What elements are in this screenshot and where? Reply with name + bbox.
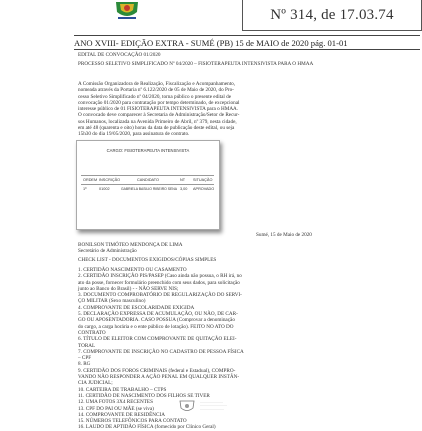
checklist-item: TORAL xyxy=(78,342,96,349)
checklist-item: do cargo, a carga horária e o ente público de lotação). FEITO NO ATO DO xyxy=(78,323,234,330)
checklist-item: 15. NÚMEROS TELEFÔNICOS PARA CONTATO xyxy=(78,418,187,425)
table-header: INSCRIÇÃO xyxy=(99,178,121,182)
table-header: CANDIDATO xyxy=(137,178,160,182)
checklist-item: 2. CERTIDÃO INSCRIÇÃO PIS/PASEP (Caso ainda não possua, o RH irá, no xyxy=(78,273,242,280)
signature-block xyxy=(78,242,416,255)
checklist-item: CIA JUDICIAL; xyxy=(78,380,113,387)
checklist-item: 12. UMA FOTOS 3X4 RECENTES xyxy=(78,399,153,406)
table-divider xyxy=(81,175,214,176)
municipal-logo-icon xyxy=(112,0,142,22)
table-cell: 1º xyxy=(83,187,87,191)
edital-ref: EDITAL DE CONVOCAÇÃO 01/2020 xyxy=(78,52,161,58)
signature-name: BONILSON TIMÓTEO MENDONÇA DE LIMA xyxy=(78,242,183,248)
law-number: Nº 314, de 17.03.74 xyxy=(270,6,394,23)
table-header: NT xyxy=(180,178,186,182)
checklist-item: ato da posse, fornecer formulário preenchido com seus dados, para solicitação xyxy=(78,279,240,286)
checklist-item: 7. COMPROVANTE DE INSCRIÇÃO NO CADASTRO DE PESSOA FÍSICA xyxy=(78,348,244,355)
signature-role: Secretário de Administração xyxy=(78,248,137,255)
table-divider xyxy=(81,184,214,185)
checklist-item: 8. RG xyxy=(78,361,91,368)
checklist-item: 14. COMPROVANTE DE RESIDÊNCIA xyxy=(78,411,165,418)
checklist-item: – CPF xyxy=(78,355,92,362)
table-header: SITUAÇÃO xyxy=(193,178,213,182)
edital-line: 15h30 do dia 19/05/2020, para assinatura de contrato. xyxy=(78,131,190,138)
edital-line: O convocado deve comparecer à Secretaria de Administração/Setor de Recur- xyxy=(78,112,240,119)
table-title: CARGO: FISIOTERAPEUTA INTENSIVISTA xyxy=(106,148,190,153)
law-number-box xyxy=(242,0,422,31)
edital-body xyxy=(78,81,416,138)
checklist-title: CHECK LIST - DOCUMENTOS EXIGIDOS/CÓPIAS SIMPLES xyxy=(78,257,217,263)
table-header: ORDEM xyxy=(83,178,98,182)
date-line: Sumé, 15 de Maio de 2020 xyxy=(256,232,312,238)
footer-text: ······················· ··························· ························ xyxy=(200,400,227,411)
checklist-item: 4. COMPROVANTE DE ESCOLARIDADE EXIGIDA xyxy=(78,304,195,311)
edital-line: A Comissão Organizadora de Realização, Fiscalização e Acompanhamento, xyxy=(78,81,236,87)
checklist-item: GO OU APOSENTADORIA. CASO POSSUA (Comprovar a denominação xyxy=(78,317,235,324)
checklist-item: VANDO NÃO RESPONDER A AÇÃO PENAL EM QUALQUER INSTÂN- xyxy=(78,374,240,381)
table-cell: GABRIELA BASILIO RIBEIRO SENA xyxy=(121,187,177,191)
checklist-item: 13. CPF DO PAI OU MÃE (se viva) xyxy=(78,405,154,412)
table-cell: 01002 xyxy=(99,187,110,191)
edital-line: sos Humanos, localizada na Avenida Primeiro de Abril, nº 379, nesta cidade, xyxy=(78,118,237,125)
edital-line: em até 48 (quarenta e oito) horas da data de publicação deste edital, ou seja xyxy=(78,125,235,132)
checklist-item: ÇO MILITAR (Sexo masculino) xyxy=(78,298,146,305)
checklist-item: CONTRATO xyxy=(78,329,106,336)
edital-line: cesso Seletivo Simplificado nº 04/2020, torna público o presente edital de xyxy=(78,93,232,100)
edital-line: interesse público de 01 FISIOTERAPEUTA INTENSIVISTA para o HMAA. xyxy=(78,106,239,113)
checklist-item: junto ao Banco do Brasil) - - NÃO SERVE NIS; xyxy=(78,285,179,292)
headline-rule xyxy=(74,49,420,50)
footer-seal-icon xyxy=(178,400,196,414)
result-table xyxy=(76,140,220,230)
checklist-item: 3. DOCUMENTO COMPROBATÓRIO DE REGULARIZAÇÃO DO SERVI- xyxy=(78,292,242,299)
checklist-item: 5. DECLARAÇÃO EXPRESSA DE ACUMULAÇÃO, OU NÃO, DE CAR- xyxy=(78,311,238,318)
checklist-item: 16. LAUDO DE APTIDÃO FÍSICA (fornecido por Clínico Geral) xyxy=(78,424,216,431)
checklist-item: 10. CARTEIRA DE TRABALHO – CTPS xyxy=(78,386,167,393)
checklist xyxy=(78,267,378,431)
checklist-item: 11. CERTIDÃO DE NASCIMENTO DOS FILHOS SE TIVER xyxy=(78,392,210,399)
table-cell: 3,00 xyxy=(180,187,188,191)
edition-headline: ANO XVIII- EDIÇÃO EXTRA - SUMÉ (PB) 15 de MAIO de 2020 pág. 01-01 xyxy=(74,38,348,48)
top-rule xyxy=(74,35,420,36)
edital-process: PROCESSO SELETIVO SIMPLIFICADO Nº 04/2020 – FISIOTERAPEUTA INTENSIVISTA PARA O HMAA xyxy=(78,61,314,67)
checklist-item: 6. TÍTULO DE ELEITOR COM COMPROVANTE DE QUITAÇÃO ELEI- xyxy=(78,336,237,343)
checklist-item: 1. CERTIDÃO NASCIMENTO OU CASAMENTO xyxy=(78,267,187,273)
edital-line: nomeada através da Portaria nº 6.122/2020 de 05 de Maio de 2020, do Pro- xyxy=(78,87,234,94)
checklist-item: 9. CERTIDÃO DOS FOROS CRIMINAIS (federal e Estadual), COMPRO- xyxy=(78,367,236,374)
table-cell: APROVADO xyxy=(193,187,215,191)
edital-line: convocação 01/2020 para contratação por tempo determinado, de excepcional xyxy=(78,99,240,106)
